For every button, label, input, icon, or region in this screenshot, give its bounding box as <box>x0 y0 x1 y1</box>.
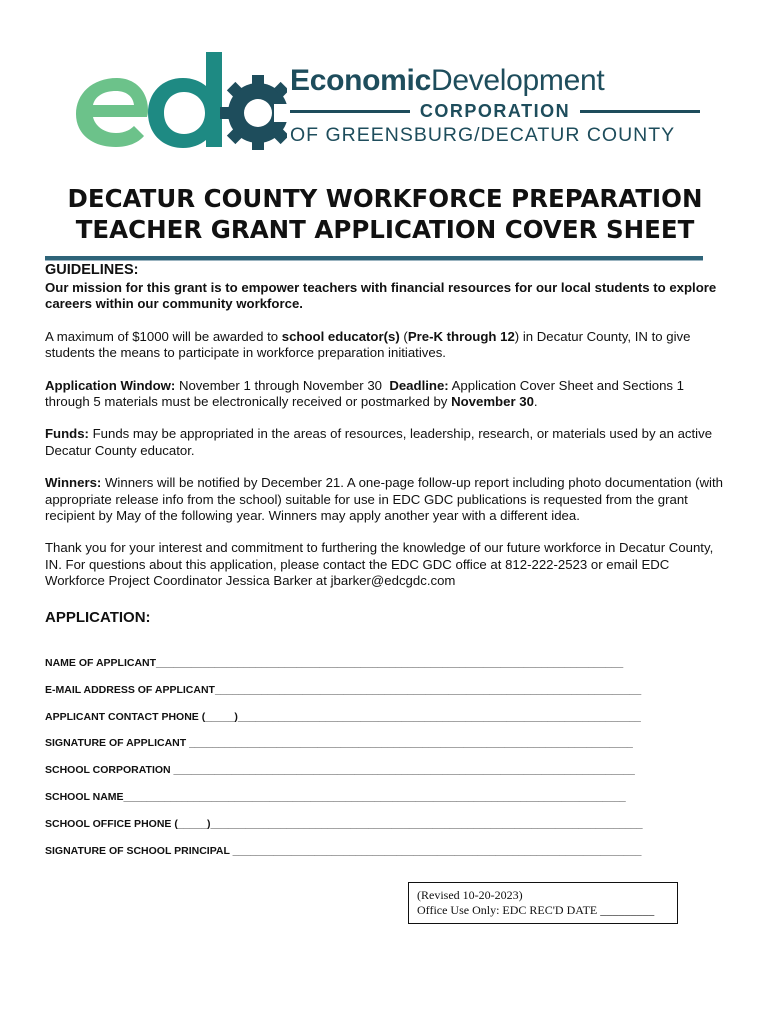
edc-logo-mark <box>72 50 287 150</box>
winners-text: Winners will be notified by December 21. A one-page follow-up report including photo documentation (with appropriate release info from the school) suitable for use in EDC GDC publications is requested from the grant recipient by May of the following year. Winners may apply another year with a different idea. <box>45 475 723 524</box>
brand-corporation-row <box>290 100 700 122</box>
thank-you-paragraph: Thank you for your interest and commitment to furthering the knowledge of our future workforce in Decatur County, IN. For questions about this application, please contact the EDC GDC office at 812-222-2523 or email EDC Workforce Project Coordinator Jessica Barker at jbarker@edcgdc.com <box>45 540 714 589</box>
office-use-received-date: Office Use Only: EDC REC'D DATE _________ <box>417 903 655 917</box>
field-principal-signature[interactable]: SIGNATURE OF SCHOOL PRINCIPAL ______________________________________________________________________ <box>45 844 642 857</box>
field-name-of-applicant[interactable]: NAME OF APPLICANT________________________________________________________________________________ <box>45 657 624 669</box>
revised-date: (Revised 10-20-2023) <box>417 888 523 902</box>
page-title <box>0 183 770 245</box>
winners-label: Winners: <box>45 475 102 491</box>
maximum-award-paragraph <box>45 329 730 362</box>
maximum-text-2: ( <box>399 328 408 344</box>
brand-location: OF GREENSBURG/DECATUR COUNTY <box>290 124 676 146</box>
guidelines-heading: GUIDELINES: <box>45 262 139 278</box>
deadline-label: Deadline: <box>389 377 449 393</box>
brand-corporation: CORPORATION <box>419 100 571 121</box>
guidelines-section <box>45 262 730 626</box>
winners-paragraph <box>45 475 730 524</box>
office-use-box <box>408 882 678 924</box>
brand-name <box>290 64 700 98</box>
application-form <box>45 657 715 871</box>
brand-rule-right <box>580 110 700 113</box>
field-school-name[interactable]: SCHOOL NAME______________________________________________________________________________________ <box>45 790 626 803</box>
field-school-corporation[interactable]: SCHOOL CORPORATION _______________________________________________________________________________ <box>45 764 635 777</box>
deadline-text: Application Cover Sheet and Sections 1 through 5 materials must be electronically received or postmarked by <box>45 377 685 410</box>
page-title-line1: DECATUR COUNTY WORKFORCE PREPARATION <box>67 184 703 213</box>
maximum-text-1: A maximum of $1000 will be awarded to <box>45 328 282 344</box>
field-school-office-phone[interactable]: SCHOOL OFFICE PHONE (_____)__________________________________________________________________________ <box>45 817 643 830</box>
brand-name-bold: Economic <box>290 64 431 97</box>
maximum-text-3: ) in Decatur County, IN to give students the means to participate in workforce preparation initiatives. <box>45 328 691 361</box>
maximum-bold-educators: school educator(s) <box>281 328 400 344</box>
window-label: Application Window: <box>45 377 176 393</box>
mission-statement: Our mission for this grant is to empower teachers with financial resources for our local students to explore careers within our community workforce. <box>45 280 717 312</box>
edc-logo <box>72 50 712 150</box>
application-heading: APPLICATION: <box>45 608 151 626</box>
brand-name-regular: Development <box>430 64 605 97</box>
title-divider <box>45 256 703 261</box>
application-window-paragraph <box>45 378 730 411</box>
maximum-bold-grades: Pre-K through 12 <box>407 328 515 344</box>
field-applicant-signature[interactable]: SIGNATURE OF APPLICANT ____________________________________________________________________________ <box>45 737 633 750</box>
window-text: November 1 through November 30 <box>175 377 390 393</box>
funds-text: Funds may be appropriated in the areas of resources, leadership, research, or materials used by an active Decatur County educator. <box>45 426 713 458</box>
funds-paragraph <box>45 426 730 459</box>
brand-wordmark <box>290 64 700 147</box>
funds-label: Funds: <box>45 426 89 442</box>
deadline-end: . <box>533 394 538 410</box>
field-email-address[interactable]: E-MAIL ADDRESS OF APPLICANT_________________________________________________________________________ <box>45 683 642 696</box>
brand-rule-left <box>290 110 410 113</box>
field-applicant-phone[interactable]: APPLICANT CONTACT PHONE (_____)_____________________________________________________________________ <box>45 710 641 723</box>
page-title-line2: TEACHER GRANT APPLICATION COVER SHEET <box>75 215 695 244</box>
deadline-date: November 30 <box>451 394 534 410</box>
